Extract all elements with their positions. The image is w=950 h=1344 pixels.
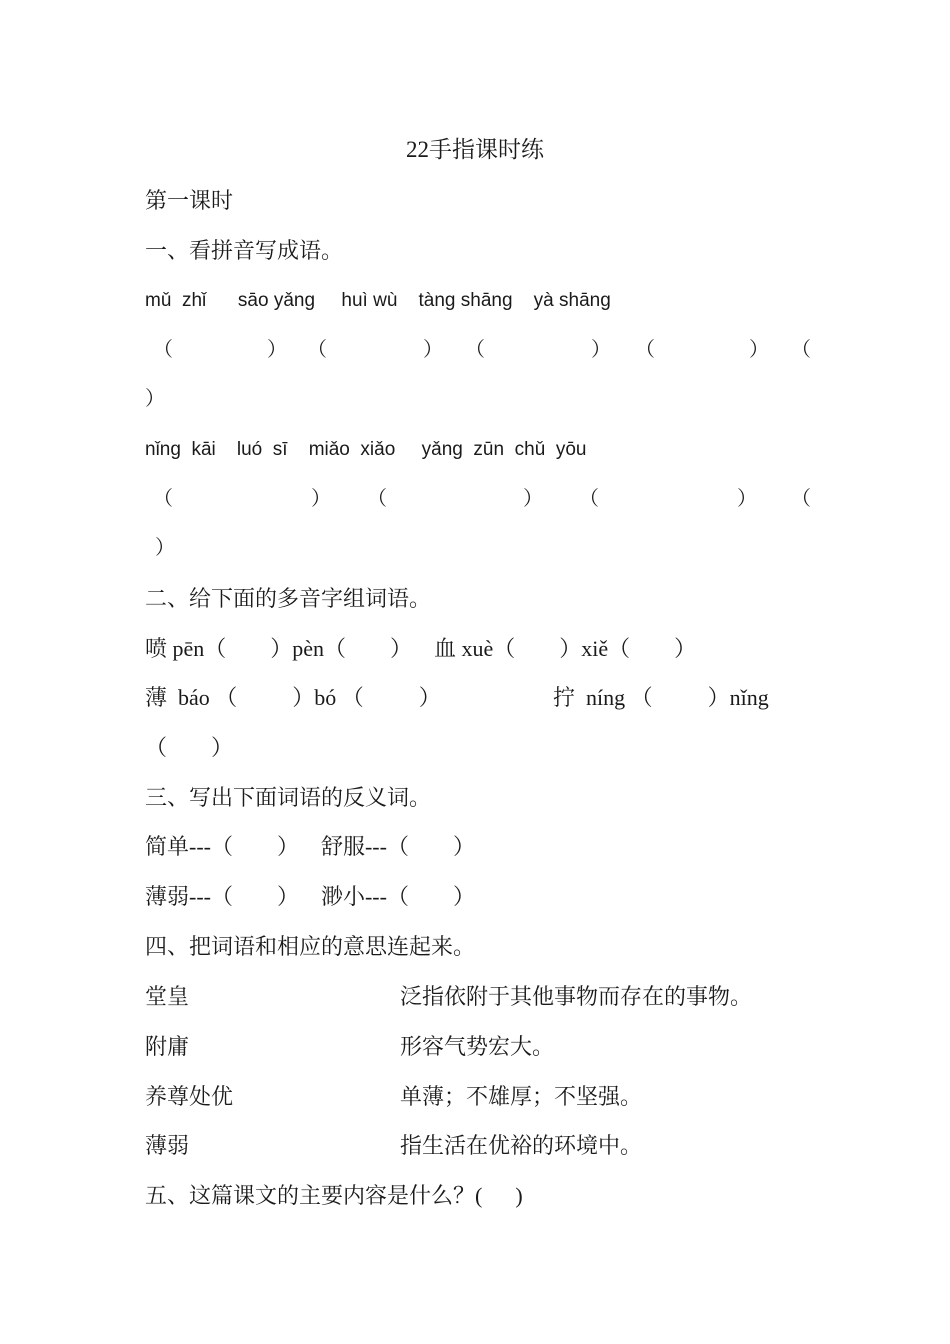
paren-close: ）: [737, 488, 757, 510]
match-meaning: 单薄；不雄厚；不坚强。: [400, 1084, 643, 1109]
paren-close: ）: [423, 339, 443, 361]
paren-close: ）: [311, 488, 331, 510]
paren-wrap-1: ）: [145, 388, 165, 410]
paren-close: ）: [267, 339, 287, 361]
section-1-heading: 一、看拼音写成语。: [145, 238, 344, 263]
match-word: 薄弱: [145, 1133, 190, 1158]
paren-open: （: [791, 339, 811, 361]
section-4-heading: 四、把词语和相应的意思连起来。: [145, 934, 476, 959]
paren-open: （: [153, 488, 173, 510]
paren-wrap-2: ）: [155, 537, 175, 559]
paren-open: （: [791, 488, 811, 510]
paren-close: ）: [591, 339, 611, 361]
paren-close: ）: [523, 488, 543, 510]
section-3-heading: 三、写出下面词语的反义词。: [145, 785, 432, 810]
pinyin-row-2: nǐng kāi luó sī miǎo xiǎo yǎng zūn chǔ yōu: [145, 439, 587, 460]
match-meaning: 泛指依附于其他事物而存在的事物。: [400, 984, 753, 1009]
paren-open: （: [635, 339, 655, 361]
page-title: 22手指课时练: [406, 137, 544, 162]
section-2-heading: 二、给下面的多音字组词语。: [145, 586, 432, 611]
polyphone-row-2b: 拧 níng （ ）nǐng: [553, 685, 769, 710]
pinyin-row-1: mǔ zhǐ sāo yǎng huì wù tàng shāng yà shāng: [145, 290, 611, 311]
antonym-row-1: 简单---（ ） 舒服---（ ）: [145, 834, 475, 859]
paren-open: （: [579, 488, 599, 510]
paren-open: （: [465, 339, 485, 361]
section-5-heading: 五、这篇课文的主要内容是什么？( ): [145, 1183, 523, 1208]
lesson-label: 第一课时: [145, 188, 234, 213]
polyphone-row-3: （ ）: [145, 735, 234, 760]
polyphone-row-2a: 薄 báo （ ）bó （ ）: [145, 685, 441, 710]
match-word: 堂皇: [145, 984, 190, 1009]
antonym-row-2: 薄弱---（ ） 渺小---（ ）: [145, 884, 475, 909]
paren-open: （: [307, 339, 327, 361]
paren-close: ）: [749, 339, 769, 361]
match-meaning: 形容气势宏大。: [400, 1034, 555, 1059]
paren-open: （: [153, 339, 173, 361]
match-word: 养尊处优: [145, 1084, 234, 1109]
polyphone-row-1: 喷 pēn（ ）pèn（ ） 血 xuè（ ）xiě（ ）: [145, 636, 697, 661]
match-meaning: 指生活在优裕的环境中。: [400, 1133, 643, 1158]
match-word: 附庸: [145, 1034, 190, 1059]
paren-open: （: [367, 488, 387, 510]
